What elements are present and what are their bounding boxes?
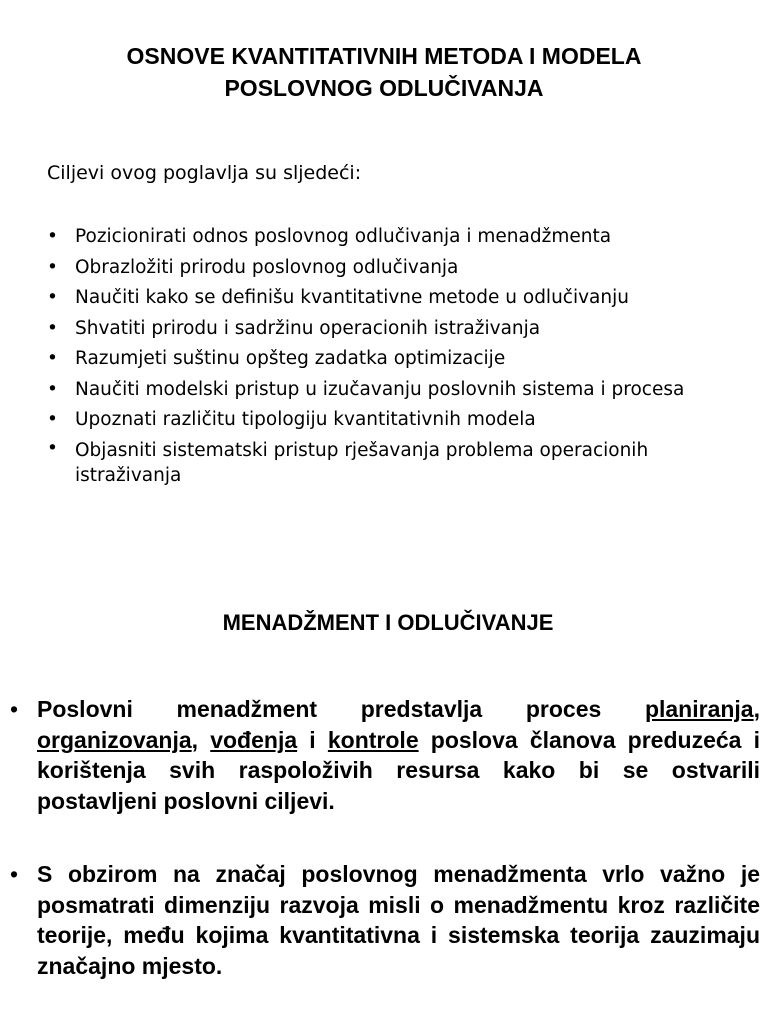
- paragraph-text: S obzirom na značaj poslovnog menadžmenta vrlo važno je posmatrati dimenziju razvoja misli o menadžmentu kroz različite teorije, među kojima kvantitativna i sistemska teorija zauzimaju značajno mjesto.: [37, 861, 760, 979]
- bullet-icon: •: [10, 861, 19, 887]
- bullet-icon: •: [47, 256, 58, 278]
- goal-text: Obrazložiti prirodu poslovnog odlučivanja: [75, 256, 459, 278]
- text-segment: ,: [191, 726, 211, 753]
- bullet-icon: •: [10, 696, 19, 722]
- goal-text: Naučiti kako se definišu kvantitativne metode u odlučivanju: [75, 287, 629, 308]
- goal-text: Naučiti modelski pristup u izučavanju poslovnih sistema i procesa: [75, 378, 685, 400]
- goal-item: [47, 344, 752, 375]
- paragraph-text: [37, 694, 760, 816]
- underlined-term-organizing: organizovanja: [37, 726, 192, 753]
- underlined-term-planning: planiranja: [644, 696, 754, 722]
- paragraph-management-definition: [10, 694, 760, 816]
- intro-text: Ciljevi ovog poglavlja su sljedeći:: [47, 162, 362, 184]
- goal-item: [47, 375, 752, 406]
- slide-title-line-2: POSLOVNOG ODLUČIVANJA: [224, 75, 544, 101]
- bullet-icon: •: [47, 348, 58, 369]
- underlined-term-control: kontrole: [327, 726, 419, 753]
- goal-text: Pozicionirati odnos poslovnog odlučivanja i menadžmenta: [75, 226, 612, 247]
- goal-item: [47, 314, 752, 345]
- goal-text: Objasniti sistematski pristup rješavanja problema operacionih istraživanja: [75, 439, 649, 486]
- goals-list: [47, 222, 752, 488]
- goal-item: [47, 283, 752, 314]
- goal-text: Razumjeti suštinu opšteg zadatka optimizacije: [75, 348, 506, 369]
- paragraph-management-theories: [10, 859, 760, 981]
- bullet-icon: •: [47, 437, 58, 459]
- bullet-icon: •: [47, 226, 58, 247]
- bullet-icon: •: [47, 287, 58, 308]
- bullet-icon: •: [47, 409, 58, 430]
- goal-item: [47, 253, 752, 284]
- slide-title: [0, 40, 768, 104]
- slide-title-line-1: OSNOVE KVANTITATIVNIH METODA I MODELA: [126, 43, 642, 69]
- underlined-term-leading: vođenja: [210, 726, 298, 753]
- goal-text: Shvatiti prirodu i sadržinu operacionih istraživanja: [75, 317, 541, 339]
- slide-management: [0, 512, 768, 1024]
- goal-item: [47, 222, 752, 253]
- text-segment: ,: [753, 696, 760, 722]
- text-segment: poslova članova preduzeća i korištenja svih raspoloživih resursa kako bi se ostvarili postavljeni poslovni ciljevi.: [37, 726, 760, 814]
- text-segment: Poslovni menadžment predstavlja proces: [37, 696, 645, 722]
- goal-text: Upoznati različitu tipologiju kvantitativnih modela: [75, 409, 536, 430]
- goal-item: [47, 436, 752, 488]
- bullet-icon: •: [47, 317, 58, 339]
- bullet-icon: •: [47, 378, 58, 400]
- goal-item: [47, 405, 752, 436]
- section-title: MENADŽMENT I ODLUČIVANJE: [222, 610, 554, 635]
- text-segment: i: [297, 726, 328, 753]
